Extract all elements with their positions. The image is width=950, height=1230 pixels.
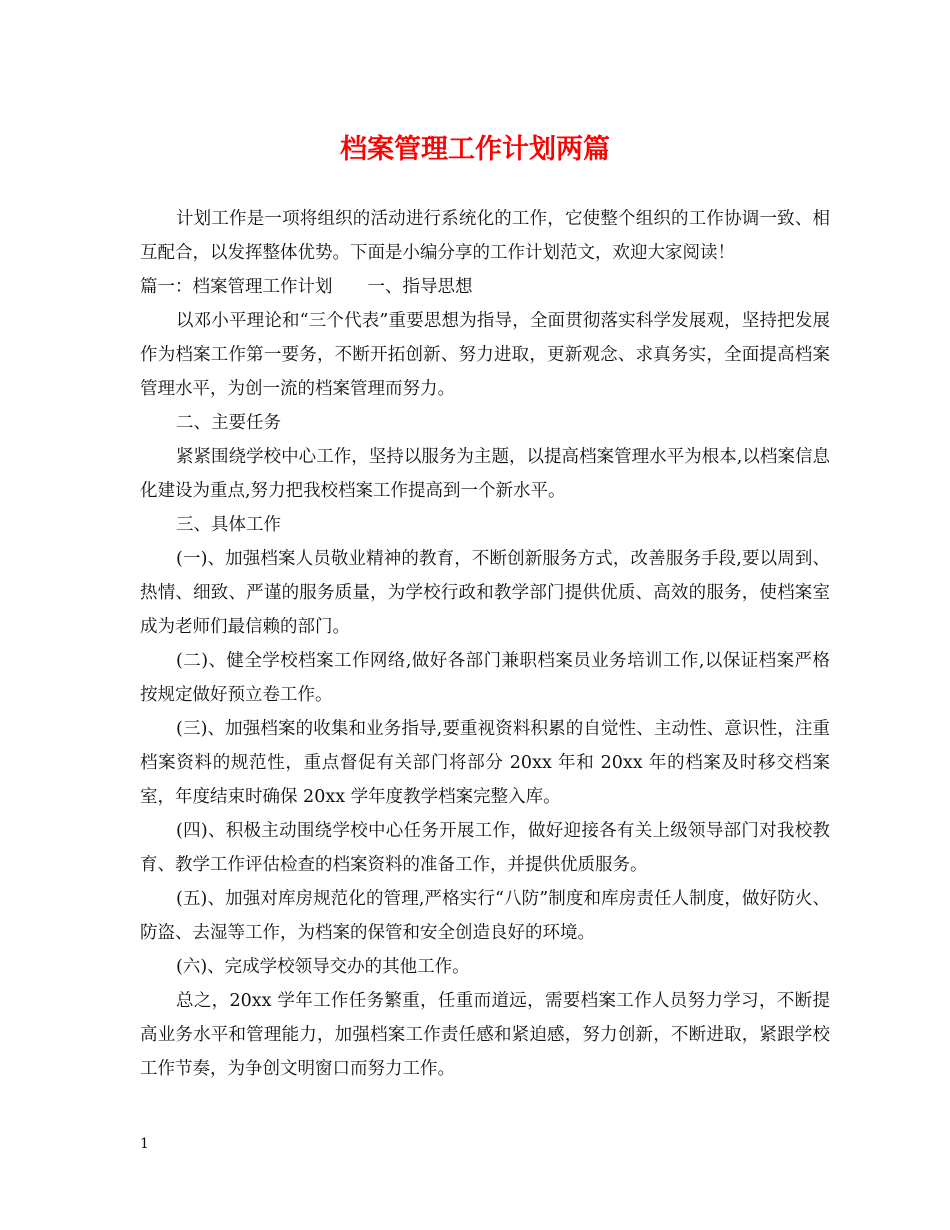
page-number: 1 [140, 1136, 149, 1152]
document-title: 档案管理工作计划两篇 [340, 134, 610, 165]
intro-paragraph: 计划工作是一项将组织的活动进行系统化的工作，它使整个组织的工作协调一致、相互配合，以发挥整体优势。下面是小编分享的工作计划范文，欢迎大家阅读！ [140, 209, 830, 263]
main-tasks-paragraph: 紧紧围绕学校中心工作，坚持以服务为主题，以提高档案管理水平为根本,以档案信息化建设为重点,努力把我校档案工作提高到一个新水平。 [140, 447, 830, 501]
work-item-5: (五)、加强对库房规范化的管理,严格实行“八防”制度和库房责任人制度，做好防火、防盗、去湿等工作，为档案的保管和安全创造良好的环境。 [140, 889, 830, 943]
work-item-3: (三)、加强档案的收集和业务指导,要重视资料积累的自觉性、主动性、意识性，注重档案资料的规范性，重点督促有关部门将部分 20xx 年和 20xx 年的档案及时移交档案室，年度结束时确保 20xx 学年度教学档案完整入库。 [140, 719, 830, 807]
conclusion-paragraph: 总之，20xx 学年工作任务繁重，任重而道远，需要档案工作人员努力学习，不断提高业务水平和管理能力，加强档案工作责任感和紧迫感，努力创新，不断进取，紧跟学校工作节奏，为争创文明窗口而努力工作。 [140, 991, 830, 1079]
work-item-2: (二)、健全学校档案工作网络,做好各部门兼职档案员业务培训工作,以保证档案严格按规定做好预立卷工作。 [140, 651, 830, 705]
work-item-1: (一)、加强档案人员敬业精神的教育，不断创新服务方式，改善服务手段,要以周到、热情、细致、严谨的服务质量，为学校行政和教学部门提供优质、高效的服务，使档案室 成为老师们最信赖的部门。 [140, 549, 830, 637]
work-item-4: (四)、积极主动围绕学校中心任务开展工作，做好迎接各有关上级领导部门对我校教育、教学工作评估检查的档案资料的准备工作，并提供优质服务。 [140, 821, 830, 875]
work-item-6: (六)、完成学校领导交办的其他工作。 [176, 957, 470, 977]
guiding-thought-paragraph: 以邓小平理论和“三个代表”重要思想为指导，全面贯彻落实科学发展观，坚持把发展作为档案工作第一要务，不断开拓创新、努力进取，更新观念、求真务实，全面提高档案管理水平，为创一流的档案管理而努力。 [140, 311, 830, 399]
document-body [140, 202, 830, 1086]
section-heading-main-tasks: 二、主要任务 [176, 413, 281, 433]
section-heading-guiding-thought: 篇一：档案管理工作计划 一、指导思想 [140, 277, 473, 297]
section-heading-specific-work: 三、具体工作 [176, 515, 281, 535]
